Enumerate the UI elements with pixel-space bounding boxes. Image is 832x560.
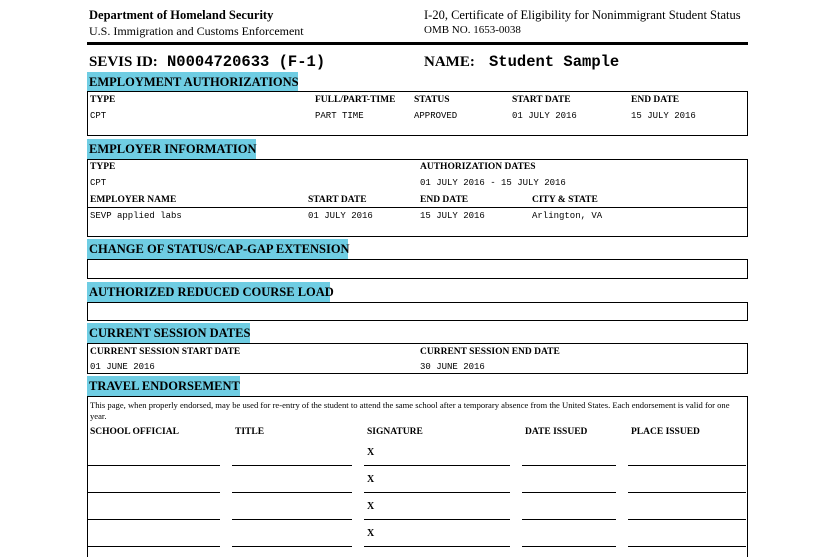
ea-header-type: TYPE — [90, 95, 116, 105]
title-field[interactable] — [232, 465, 352, 466]
ei-employer-name-label: EMPLOYER NAME — [90, 195, 177, 205]
section-employment-authorizations: EMPLOYMENT AUTHORIZATIONS — [87, 72, 298, 92]
ei-end-date-value: 15 JULY 2016 — [420, 211, 485, 221]
date-issued-field[interactable] — [522, 546, 616, 547]
signature-field[interactable] — [364, 465, 510, 466]
signature-mark: X — [367, 528, 375, 539]
ea-header-end-date: END DATE — [631, 95, 680, 105]
employer-information-table — [87, 159, 748, 237]
sevis-id-value: N0004720633 (F-1) — [167, 53, 326, 71]
ea-row-start-date: 01 JULY 2016 — [512, 111, 577, 121]
te-header-date-issued: DATE ISSUED — [525, 427, 588, 437]
name-label: NAME: — [424, 54, 475, 70]
reduced-course-load-box — [87, 302, 748, 321]
ei-auth-dates-label: AUTHORIZATION DATES — [420, 162, 536, 172]
ei-type-label: TYPE — [90, 162, 116, 172]
travel-endorsement-note: This page, when properly endorsed, may be used for re-entry of the student to attend the same school after a temporary absence from the United States. Each endorsement is valid for one year. — [90, 400, 730, 421]
sub-agency-name: U.S. Immigration and Customs Enforcement — [89, 24, 304, 38]
place-issued-field[interactable] — [628, 492, 746, 493]
form-title: I-20, Certificate of Eligibility for Nonimmigrant Student Status — [424, 8, 741, 22]
current-session-table — [87, 343, 748, 374]
cs-end-label: CURRENT SESSION END DATE — [420, 347, 560, 357]
place-issued-field[interactable] — [628, 519, 746, 520]
ei-start-date-value: 01 JULY 2016 — [308, 211, 373, 221]
section-current-session-dates: CURRENT SESSION DATES — [87, 323, 250, 343]
signature-field[interactable] — [364, 546, 510, 547]
signature-field[interactable] — [364, 519, 510, 520]
title-field[interactable] — [232, 519, 352, 520]
title-field[interactable] — [232, 492, 352, 493]
sevis-id-label: SEVIS ID: — [89, 54, 158, 70]
ea-header-full-part-time: FULL/PART-TIME — [315, 95, 396, 105]
te-header-place-issued: PLACE ISSUED — [631, 427, 700, 437]
signature-mark: X — [367, 447, 375, 458]
school-official-field[interactable] — [88, 546, 220, 547]
school-official-field[interactable] — [88, 519, 220, 520]
ea-row-end-date: 15 JULY 2016 — [631, 111, 696, 121]
cs-start-value: 01 JUNE 2016 — [90, 362, 155, 372]
school-official-field[interactable] — [88, 492, 220, 493]
omb-number: OMB NO. 1653-0038 — [424, 24, 521, 36]
ei-city-state-label: CITY & STATE — [532, 195, 598, 205]
place-issued-field[interactable] — [628, 465, 746, 466]
section-reduced-course-load: AUTHORIZED REDUCED COURSE LOAD — [87, 282, 330, 302]
signature-mark: X — [367, 474, 375, 485]
cs-start-label: CURRENT SESSION START DATE — [90, 347, 241, 357]
ea-row-status: APPROVED — [414, 111, 458, 121]
ea-header-start-date: START DATE — [512, 95, 571, 105]
ei-employer-name-value: SEVP applied labs — [90, 211, 182, 221]
ea-row-type: CPT — [90, 111, 107, 121]
change-of-status-box — [87, 259, 748, 279]
title-field[interactable] — [232, 546, 352, 547]
section-travel-endorsement: TRAVEL ENDORSEMENT — [87, 376, 240, 396]
school-official-field[interactable] — [88, 465, 220, 466]
header-rule — [87, 42, 748, 45]
date-issued-field[interactable] — [522, 519, 616, 520]
employment-authorizations-table — [87, 91, 748, 136]
ei-start-date-label: START DATE — [308, 195, 367, 205]
agency-name: Department of Homeland Security — [89, 8, 274, 22]
ea-header-status: STATUS — [414, 95, 450, 105]
cs-end-value: 30 JUNE 2016 — [420, 362, 485, 372]
te-header-title: TITLE — [235, 427, 265, 437]
ei-type-value: CPT — [90, 178, 107, 188]
student-name-value: Student Sample — [489, 53, 620, 71]
ea-row-full-part-time: PART TIME — [315, 111, 364, 121]
section-employer-information: EMPLOYER INFORMATION — [87, 139, 256, 159]
signature-field[interactable] — [364, 492, 510, 493]
ei-auth-dates-value: 01 JULY 2016 - 15 JULY 2016 — [420, 178, 566, 188]
place-issued-field[interactable] — [628, 546, 746, 547]
date-issued-field[interactable] — [522, 465, 616, 466]
te-header-school-official: SCHOOL OFFICIAL — [90, 427, 179, 437]
ei-divider — [88, 207, 747, 208]
signature-mark: X — [367, 501, 375, 512]
date-issued-field[interactable] — [522, 492, 616, 493]
ei-end-date-label: END DATE — [420, 195, 469, 205]
section-change-of-status: CHANGE OF STATUS/CAP-GAP EXTENSION — [87, 239, 348, 259]
te-header-signature: SIGNATURE — [367, 427, 423, 437]
ei-city-state-value: Arlington, VA — [532, 211, 603, 221]
